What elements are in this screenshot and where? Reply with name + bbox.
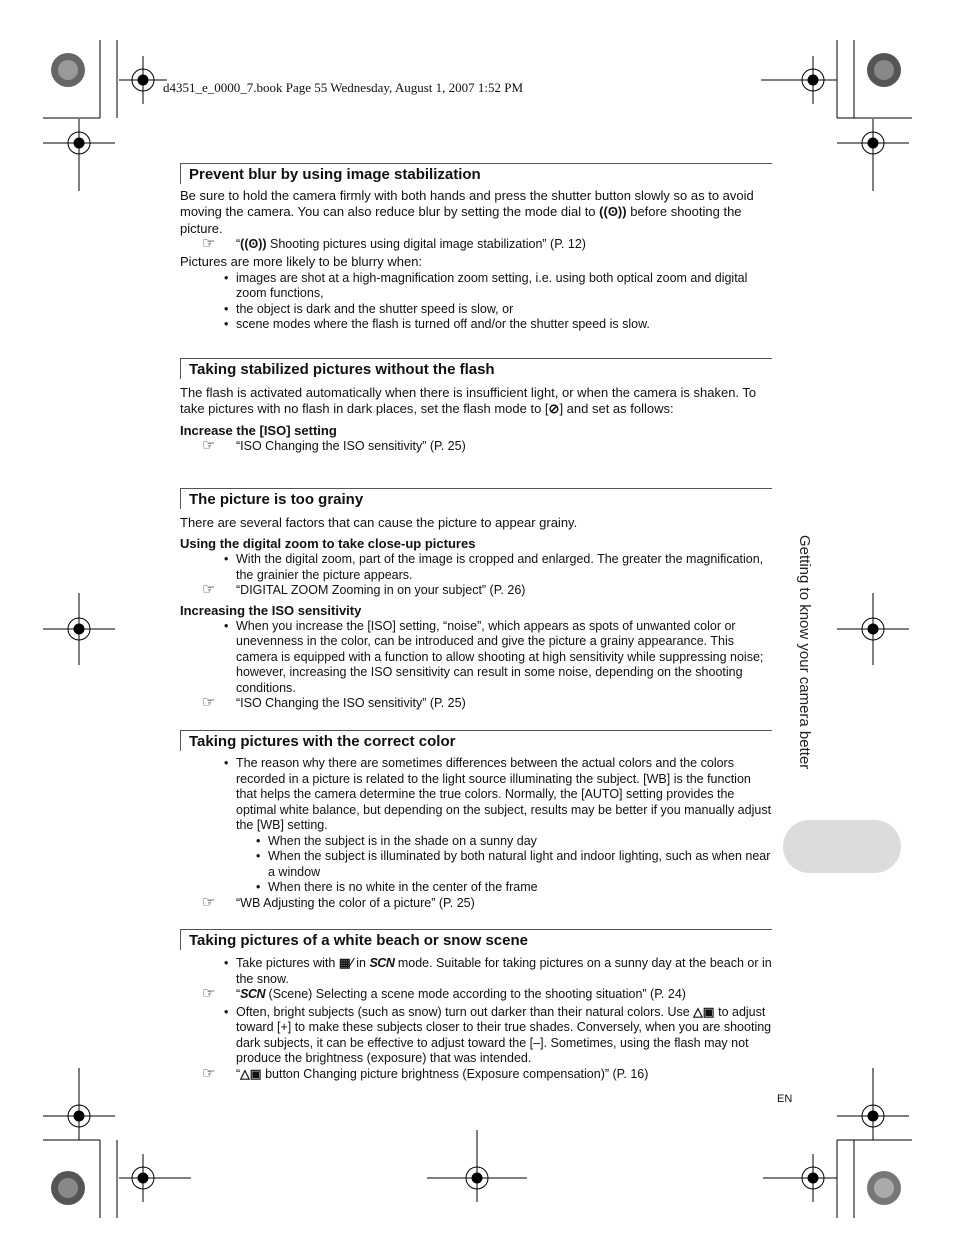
scn-icon: SCN	[240, 987, 266, 1001]
section-title: Prevent blur by using image stabilization	[180, 163, 772, 184]
pointing-hand-icon: ☞	[202, 581, 216, 599]
list-item: • Take pictures with ▦⁄ in SCN mode. Suitable for taking pictures on a sunny day at the beach or in the snow.	[224, 956, 772, 986]
section-title: Taking stabilized pictures without the flash	[180, 358, 772, 379]
list-item: • scene modes where the flash is turned off and/or the shutter speed is slow.	[224, 317, 650, 332]
section-color	[180, 730, 772, 911]
list-item: • When you increase the [ISO] setting, “noise”, which appears as spots of unwanted color or unevenness in the color, can be introduced and give the picture a grainy appearance. This camera is equipped with a function to allow shooting at high sensitivity while suppressing noise; however, increasing the ISO sensitivity can result in some noise, depending on the shooting conditions.	[224, 618, 764, 695]
scn-icon: SCN	[369, 956, 395, 970]
list-item: • images are shot at a high-magnification zoom setting, i.e. using both optical zoom and digital zoom functions,	[224, 270, 748, 301]
pointing-hand-icon: ☞	[202, 1064, 216, 1082]
hand-shake-icon: ((ʘ))	[240, 236, 267, 251]
exposure-compensation-icon: △▣	[693, 1004, 715, 1019]
paragraph: Be sure to hold the camera firmly with both hands and press the shutter button slowly so as to avoid moving the camera. You can also reduce blur by setting the mode dial to ((ʘ)) before shooting the picture.	[180, 188, 754, 236]
paragraph: The flash is activated automatically when there is insufficient light, or when the camera is shaken. To take pictures with no flash in dark places, set the flash mode to [⊘] and set as follows:	[180, 385, 757, 417]
hand-shake-icon: ((ʘ))	[599, 204, 627, 220]
pointing-hand-icon: ☞	[202, 234, 216, 252]
chapter-tab	[783, 820, 901, 873]
sub-list-item: • When the subject is in the shade on a sunny day	[256, 833, 537, 848]
reference: ☞ “((ʘ)) Shooting pictures using digital image stabilization” (P. 12)	[202, 234, 586, 252]
reference: ☞ “ISO Changing the ISO sensitivity” (P. 25)	[202, 436, 466, 454]
section-beach	[180, 929, 772, 1082]
reference: ☞ “SCN (Scene) Selecting a scene mode according to the shooting situation” (P. 24)	[202, 985, 686, 1002]
section-title: Taking pictures of a white beach or snow scene	[180, 929, 772, 950]
sub-list-item: • When the subject is illuminated by both natural light and indoor lighting, such as when near a window	[256, 849, 771, 879]
paragraph: There are several factors that can cause the picture to appear grainy.	[180, 515, 578, 530]
section-grainy	[180, 488, 772, 712]
reference: ☞ “ISO Changing the ISO sensitivity” (P. 25)	[202, 694, 466, 712]
sub-list-item: • When there is no white in the center of the frame	[256, 880, 538, 894]
reference: ☞ “△▣ button Changing picture brightness (Exposure compensation)” (P. 16)	[202, 1064, 649, 1082]
beach-snow-icon: ▦⁄	[338, 956, 353, 970]
pointing-hand-icon: ☞	[202, 436, 216, 454]
list-item: • Often, bright subjects (such as snow) turn out darker than their natural colors. Use △▣ to adjust toward [+] to make these subjects closer to their true shades. Conversely, when you are shooting dark subjects, it can be effective to adjust toward the [–]. Sometimes, using the flash may not produce the brightness (exposure) that was intended.	[224, 1004, 772, 1065]
side-chapter-label: Getting to know your camera better	[796, 535, 813, 770]
flash-off-icon: ⊘	[548, 401, 560, 417]
exposure-compensation-icon: △▣	[240, 1066, 262, 1081]
paragraph: Pictures are more likely to be blurry when:	[180, 254, 423, 270]
list-item: • the object is dark and the shutter speed is slow, or	[224, 301, 514, 316]
subheading: Increasing the ISO sensitivity	[180, 602, 362, 618]
reference: ☞ “DIGITAL ZOOM Zooming in on your subject” (P. 26)	[202, 581, 526, 599]
pointing-hand-icon: ☞	[202, 985, 216, 1002]
section-stabilization	[180, 163, 772, 333]
list-item: • The reason why there are sometimes differences between the actual colors and the colors recorded in a picture is related to the light source illuminating the subject. [WB] is the function that helps the camera determine the true colors. Normally, the [AUTO] setting provides the optimal white balance, but depending on the subject, results may be better if you manually adjust the [WB] setting.	[224, 756, 772, 832]
language-label: EN	[777, 1093, 793, 1105]
section-title: The picture is too grainy	[180, 488, 772, 509]
section-title: Taking pictures with the correct color	[180, 730, 772, 751]
pointing-hand-icon: ☞	[202, 893, 216, 911]
subheading: Using the digital zoom to take close-up pictures	[180, 536, 476, 552]
subheading: Increase the [ISO] setting	[180, 422, 337, 438]
list-item: • With the digital zoom, part of the image is cropped and enlarged. The greater the magnification, the grainier the picture appears.	[224, 552, 764, 582]
book-header: d4351_e_0000_7.book Page 55 Wednesday, August 1, 2007 1:52 PM	[163, 80, 524, 95]
pointing-hand-icon: ☞	[202, 694, 216, 712]
reference: ☞ “WB Adjusting the color of a picture” (P. 25)	[202, 893, 475, 911]
section-no-flash	[180, 358, 772, 454]
